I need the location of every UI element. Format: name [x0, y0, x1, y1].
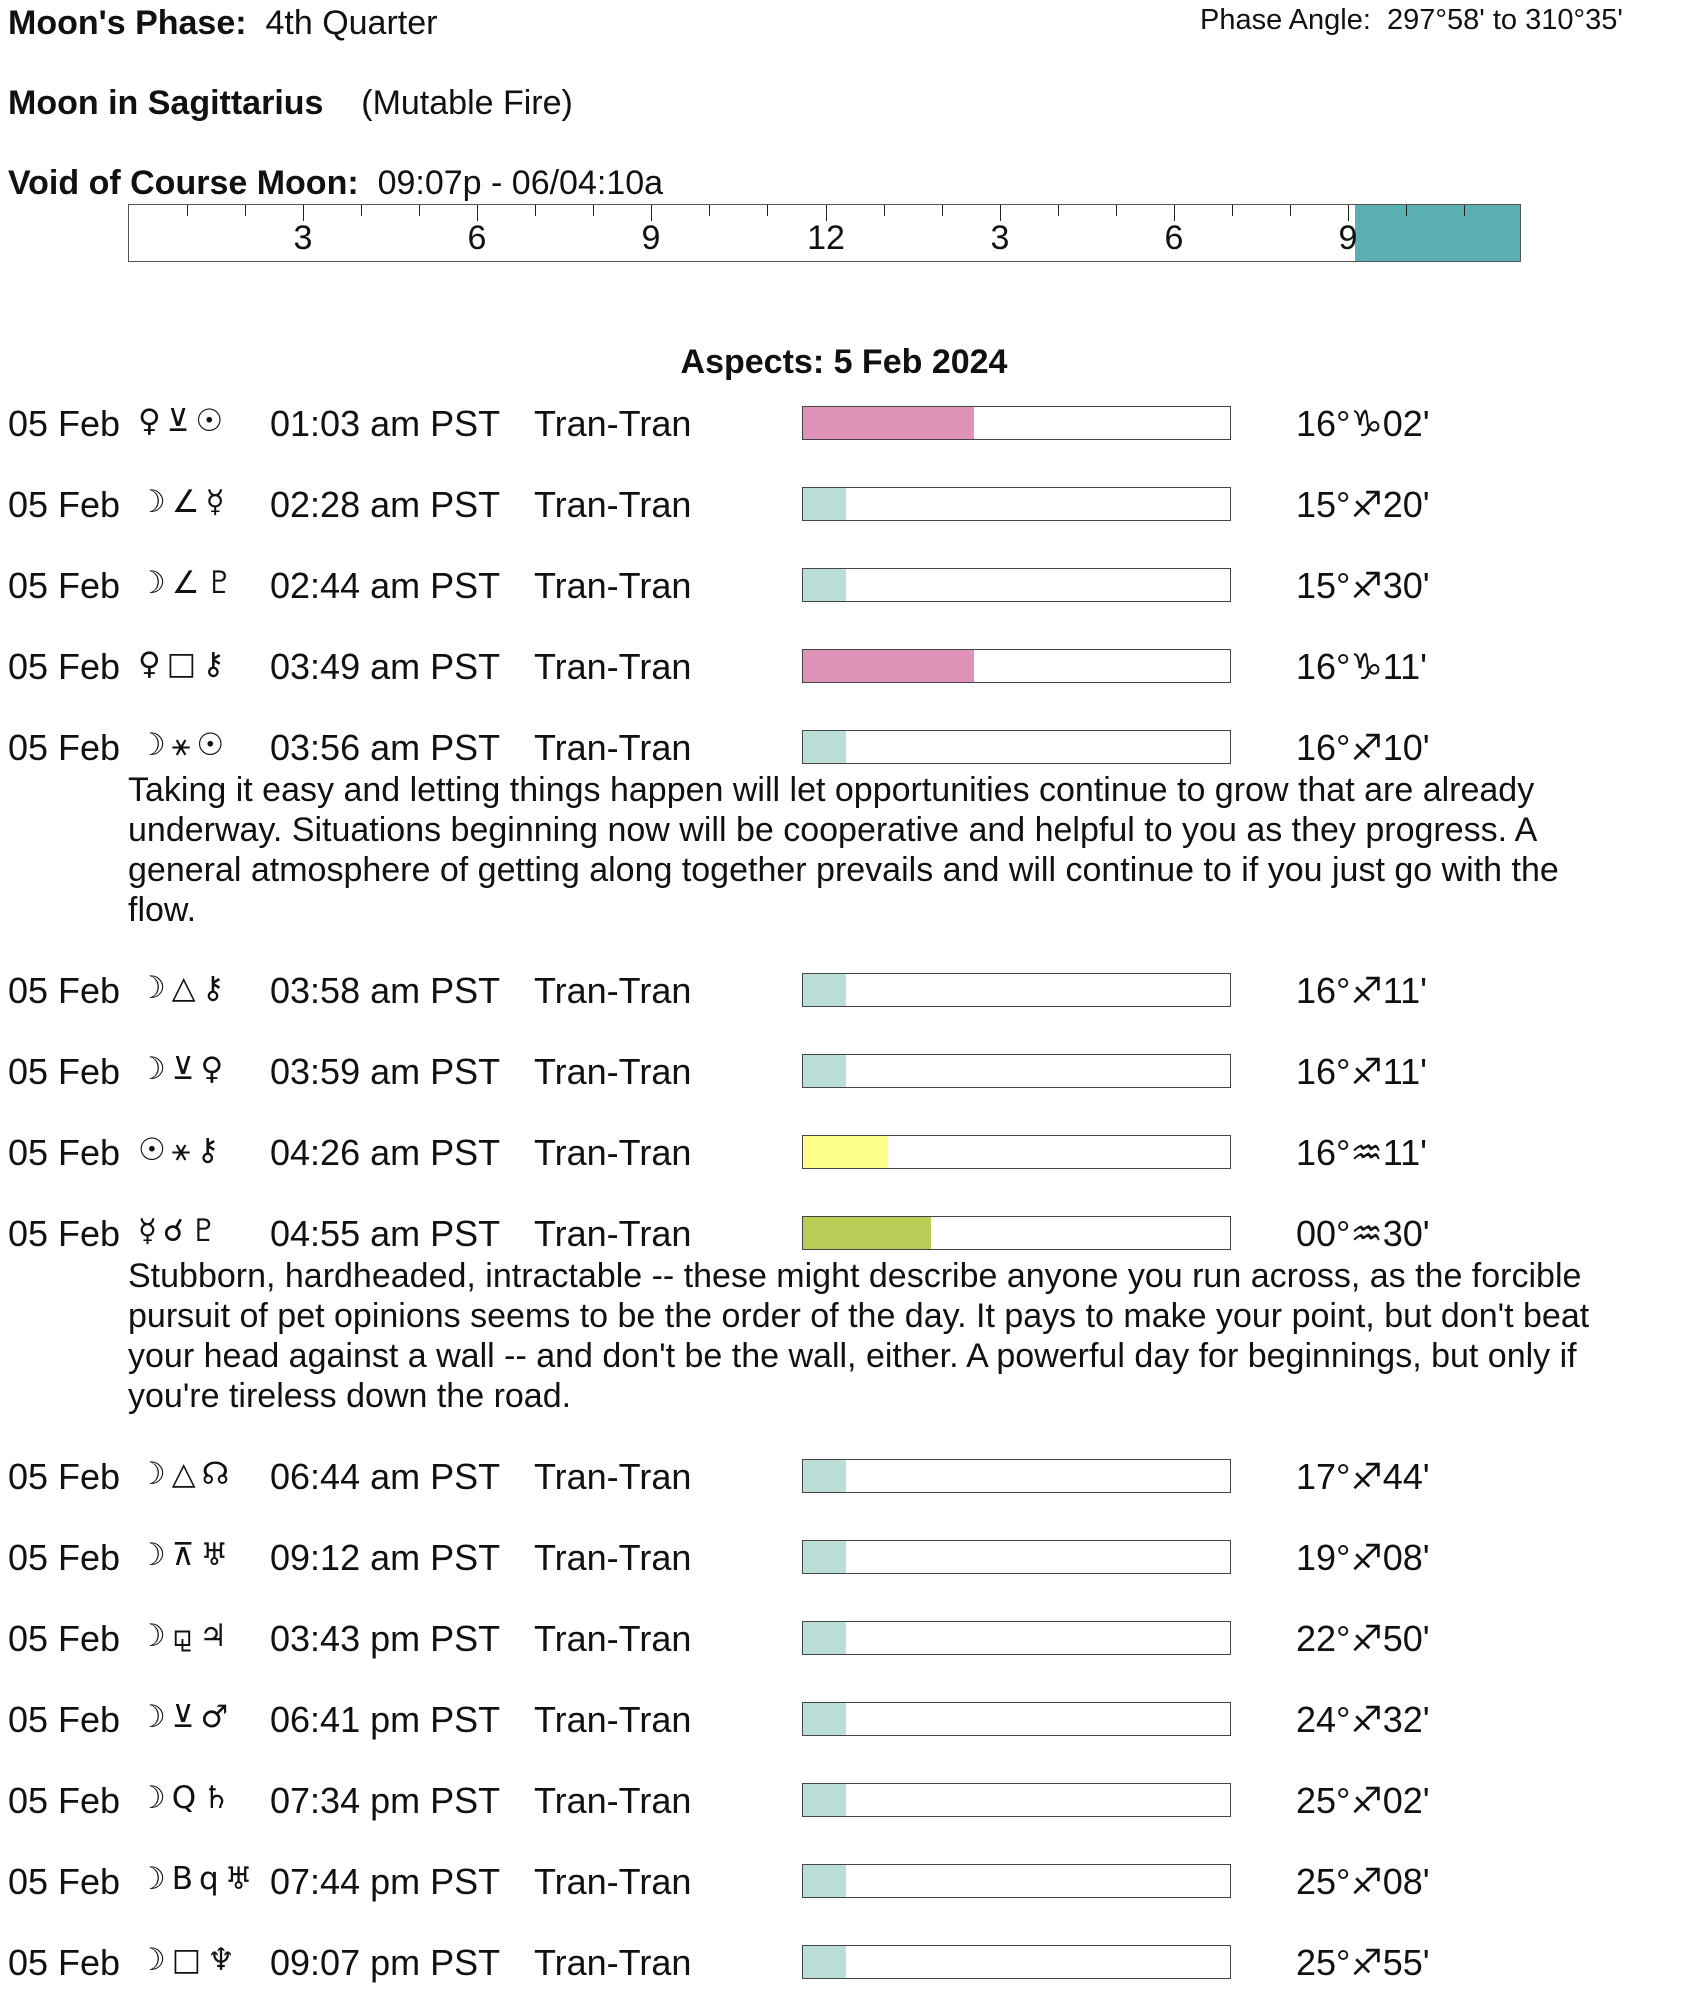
aspect-time: 03:56 am PST	[270, 727, 501, 768]
aspect-date: 05 Feb	[8, 1132, 121, 1173]
moon-phase	[8, 4, 437, 43]
aspect-time: 04:26 am PST	[270, 1132, 501, 1173]
timeline-tick	[1116, 205, 1117, 216]
aspect-date: 05 Feb	[8, 403, 121, 444]
aspect-strength-bar	[802, 487, 1231, 521]
aspect-strength-fill	[803, 1703, 846, 1735]
aspect-position: 19°♐08'	[1296, 1537, 1430, 1578]
aspect-strength-bar	[802, 1621, 1231, 1655]
aspect-date: 05 Feb	[8, 1456, 121, 1497]
aspect-glyphs: ☉⚹⚷	[138, 1132, 226, 1168]
moon-sign-label: Moon in Sagittarius	[8, 84, 324, 122]
timeline-tick	[884, 205, 885, 216]
aspect-date: 05 Feb	[8, 565, 121, 606]
aspect-position: 00°♒30'	[1296, 1213, 1430, 1254]
aspect-date: 05 Feb	[8, 646, 121, 687]
aspect-glyphs: ☽Bq♅	[138, 1861, 259, 1897]
aspect-time: 07:34 pm PST	[270, 1780, 501, 1821]
aspect-type: Tran-Tran	[534, 646, 692, 687]
aspect-glyphs: ☽⊻♂	[138, 1699, 235, 1735]
timeline-label: 6	[1164, 219, 1184, 257]
aspect-strength-bar	[802, 1459, 1231, 1493]
aspect-strength-fill	[803, 1136, 888, 1168]
aspect-strength-fill	[803, 1622, 846, 1654]
phase-angle-label: Phase Angle:	[1200, 4, 1371, 36]
aspect-glyphs: ☽∠☿	[138, 484, 231, 520]
aspect-description: Taking it easy and letting things happen will let opportunities continue to grow that are already underway. Situations beginning now will be cooperative and helpful to you as they progress. A general atmosphere of getting along together prevails and will continue to if you just go with the flow.	[128, 771, 1559, 929]
aspect-strength-bar	[802, 730, 1231, 764]
aspect-strength-fill	[803, 488, 846, 520]
aspect-strength-bar	[802, 649, 1231, 683]
timeline-tick	[593, 205, 594, 216]
timeline-tick	[361, 205, 362, 216]
timeline-tick	[245, 205, 246, 216]
voc-label: Void of Course Moon:	[8, 164, 359, 202]
aspect-strength-bar	[802, 1135, 1231, 1169]
aspect-strength-fill	[803, 1784, 846, 1816]
aspect-glyphs: ♀□⚷	[138, 646, 231, 682]
aspect-type: Tran-Tran	[534, 1537, 692, 1578]
timeline-tick	[942, 205, 943, 216]
aspect-strength-bar	[802, 406, 1231, 440]
aspect-type: Tran-Tran	[534, 1699, 692, 1740]
aspect-type: Tran-Tran	[534, 1942, 692, 1983]
aspect-position: 15°♐20'	[1296, 484, 1430, 525]
aspect-time: 07:44 pm PST	[270, 1861, 501, 1902]
aspect-strength-bar	[802, 1702, 1231, 1736]
aspect-row	[0, 1456, 1688, 1516]
aspect-glyphs: ☽△☊	[138, 1456, 236, 1492]
aspect-position: 16°♑02'	[1296, 403, 1430, 444]
timeline-tick	[419, 205, 420, 216]
aspect-type: Tran-Tran	[534, 1780, 692, 1821]
aspect-type: Tran-Tran	[534, 565, 692, 606]
aspect-date: 05 Feb	[8, 484, 121, 525]
timeline-label: 12	[807, 219, 845, 257]
aspect-time: 06:41 pm PST	[270, 1699, 501, 1740]
aspect-row	[0, 1861, 1688, 1921]
aspect-type: Tran-Tran	[534, 1213, 692, 1254]
aspect-row	[0, 484, 1688, 544]
aspect-time: 03:58 am PST	[270, 970, 501, 1011]
aspect-glyphs: ☽⚼♃	[138, 1618, 234, 1654]
aspect-date: 05 Feb	[8, 1861, 121, 1902]
aspect-position: 16°♐10'	[1296, 727, 1430, 768]
aspect-strength-bar	[802, 568, 1231, 602]
aspect-glyphs: ☽△⚷	[138, 970, 231, 1006]
timeline-tick	[1464, 205, 1465, 216]
aspect-position: 25°♐08'	[1296, 1861, 1430, 1902]
timeline-label: 9	[641, 219, 661, 257]
aspect-glyphs: ☽⊼♅	[138, 1537, 235, 1573]
aspect-date: 05 Feb	[8, 1618, 121, 1659]
aspect-position: 17°♐44'	[1296, 1456, 1430, 1497]
aspect-type: Tran-Tran	[534, 727, 692, 768]
aspect-type: Tran-Tran	[534, 1132, 692, 1173]
aspect-position: 15°♐30'	[1296, 565, 1430, 606]
aspect-type: Tran-Tran	[534, 1861, 692, 1902]
aspect-date: 05 Feb	[8, 970, 121, 1011]
aspect-glyphs: ☽∠♇	[138, 565, 240, 601]
aspect-type: Tran-Tran	[534, 403, 692, 444]
aspect-strength-bar	[802, 1783, 1231, 1817]
aspect-strength-bar	[802, 1054, 1231, 1088]
aspect-row	[0, 1618, 1688, 1678]
aspect-position: 25°♐55'	[1296, 1942, 1430, 1983]
aspect-strength-fill	[803, 1055, 846, 1087]
aspect-type: Tran-Tran	[534, 1051, 692, 1092]
aspect-date: 05 Feb	[8, 1537, 121, 1578]
aspect-time: 03:49 am PST	[270, 646, 501, 687]
phase-angle-value: 297°58' to 310°35'	[1387, 4, 1623, 36]
aspect-date: 05 Feb	[8, 1051, 121, 1092]
aspect-row	[0, 565, 1688, 625]
aspect-date: 05 Feb	[8, 727, 121, 768]
void-of-course-timeline	[128, 204, 1521, 262]
aspect-position: 16°♒11'	[1296, 1132, 1427, 1173]
aspect-glyphs: ☽Q♄	[138, 1780, 236, 1816]
aspect-strength-fill	[803, 407, 974, 439]
aspect-strength-fill	[803, 1865, 846, 1897]
aspect-row	[0, 646, 1688, 706]
aspect-strength-fill	[803, 974, 846, 1006]
timeline-label: 9	[1338, 219, 1358, 257]
timeline-tick	[187, 205, 188, 216]
aspect-row	[0, 1699, 1688, 1759]
aspect-row	[0, 1051, 1688, 1111]
void-period-fill	[1355, 205, 1521, 261]
aspect-description: Stubborn, hardheaded, intractable -- these might describe anyone you run across, as the forcible pursuit of pet opinions seems to be the order of the day. It pays to make your point, but don't beat your head against a wall -- and don't be the wall, either. A powerful day for beginnings, but only if you're tireless down the road.	[128, 1257, 1590, 1415]
aspect-glyphs: ☿☌♇	[138, 1213, 224, 1249]
aspect-strength-bar	[802, 1945, 1231, 1979]
voc-value: 09:07p - 06/04:10a	[377, 164, 664, 202]
timeline-label: 6	[467, 219, 487, 257]
aspect-position: 24°♐32'	[1296, 1699, 1430, 1740]
moon-sign-note: (Mutable Fire)	[361, 84, 573, 122]
timeline-label: 3	[293, 219, 313, 257]
aspect-time: 04:55 am PST	[270, 1213, 501, 1254]
aspect-strength-fill	[803, 569, 846, 601]
aspect-position: 16°♐11'	[1296, 970, 1427, 1011]
aspect-time: 02:28 am PST	[270, 484, 501, 525]
aspect-row	[0, 970, 1688, 1030]
aspect-strength-fill	[803, 731, 846, 763]
aspect-glyphs: ☽⊻♀	[138, 1051, 230, 1087]
aspect-position: 16°♑11'	[1296, 646, 1427, 687]
aspect-strength-fill	[803, 1541, 846, 1573]
aspect-strength-bar	[802, 973, 1231, 1007]
aspect-date: 05 Feb	[8, 1780, 121, 1821]
aspect-time: 02:44 am PST	[270, 565, 501, 606]
aspect-position: 25°♐02'	[1296, 1780, 1430, 1821]
timeline-tick	[1406, 205, 1407, 216]
aspect-date: 05 Feb	[8, 1699, 121, 1740]
aspect-time: 09:12 am PST	[270, 1537, 501, 1578]
aspects-title: Aspects: 5 Feb 2024	[680, 343, 1008, 381]
aspect-type: Tran-Tran	[534, 970, 692, 1011]
aspect-time: 03:43 pm PST	[270, 1618, 501, 1659]
aspect-row	[0, 1537, 1688, 1597]
timeline-tick	[1058, 205, 1059, 216]
aspect-date: 05 Feb	[8, 1213, 121, 1254]
aspect-strength-bar	[802, 1216, 1231, 1250]
timeline-tick	[767, 205, 768, 216]
timeline-tick	[1290, 205, 1291, 216]
void-of-course	[8, 164, 663, 203]
aspect-glyphs: ☽⚹☉	[138, 727, 231, 763]
moon-phase-value: 4th Quarter	[265, 4, 438, 42]
aspect-strength-bar	[802, 1540, 1231, 1574]
aspect-time: 06:44 am PST	[270, 1456, 501, 1497]
aspect-row	[0, 403, 1688, 463]
aspect-time: 09:07 pm PST	[270, 1942, 501, 1983]
aspect-type: Tran-Tran	[534, 1456, 692, 1497]
aspect-strength-bar	[802, 1864, 1231, 1898]
aspect-glyphs: ♀⊻☉	[138, 403, 230, 439]
aspect-position: 22°♐50'	[1296, 1618, 1430, 1659]
timeline-tick	[1232, 205, 1233, 216]
aspect-strength-fill	[803, 650, 974, 682]
aspect-row	[0, 1780, 1688, 1840]
aspect-row	[0, 1942, 1688, 2002]
aspect-type: Tran-Tran	[534, 484, 692, 525]
moon-sign	[8, 84, 573, 123]
aspect-row	[0, 1132, 1688, 1192]
aspect-strength-fill	[803, 1217, 931, 1249]
aspect-time: 01:03 am PST	[270, 403, 501, 444]
timeline-label: 3	[990, 219, 1010, 257]
aspect-type: Tran-Tran	[534, 1618, 692, 1659]
moon-phase-label: Moon's Phase:	[8, 4, 247, 42]
timeline-tick	[709, 205, 710, 216]
aspect-strength-fill	[803, 1460, 846, 1492]
aspect-strength-fill	[803, 1946, 846, 1978]
timeline-tick	[535, 205, 536, 216]
aspect-position: 16°♐11'	[1296, 1051, 1427, 1092]
aspect-glyphs: ☽□♆	[138, 1942, 241, 1978]
aspect-time: 03:59 am PST	[270, 1051, 501, 1092]
phase-angle	[1200, 4, 1623, 37]
aspect-date: 05 Feb	[8, 1942, 121, 1983]
